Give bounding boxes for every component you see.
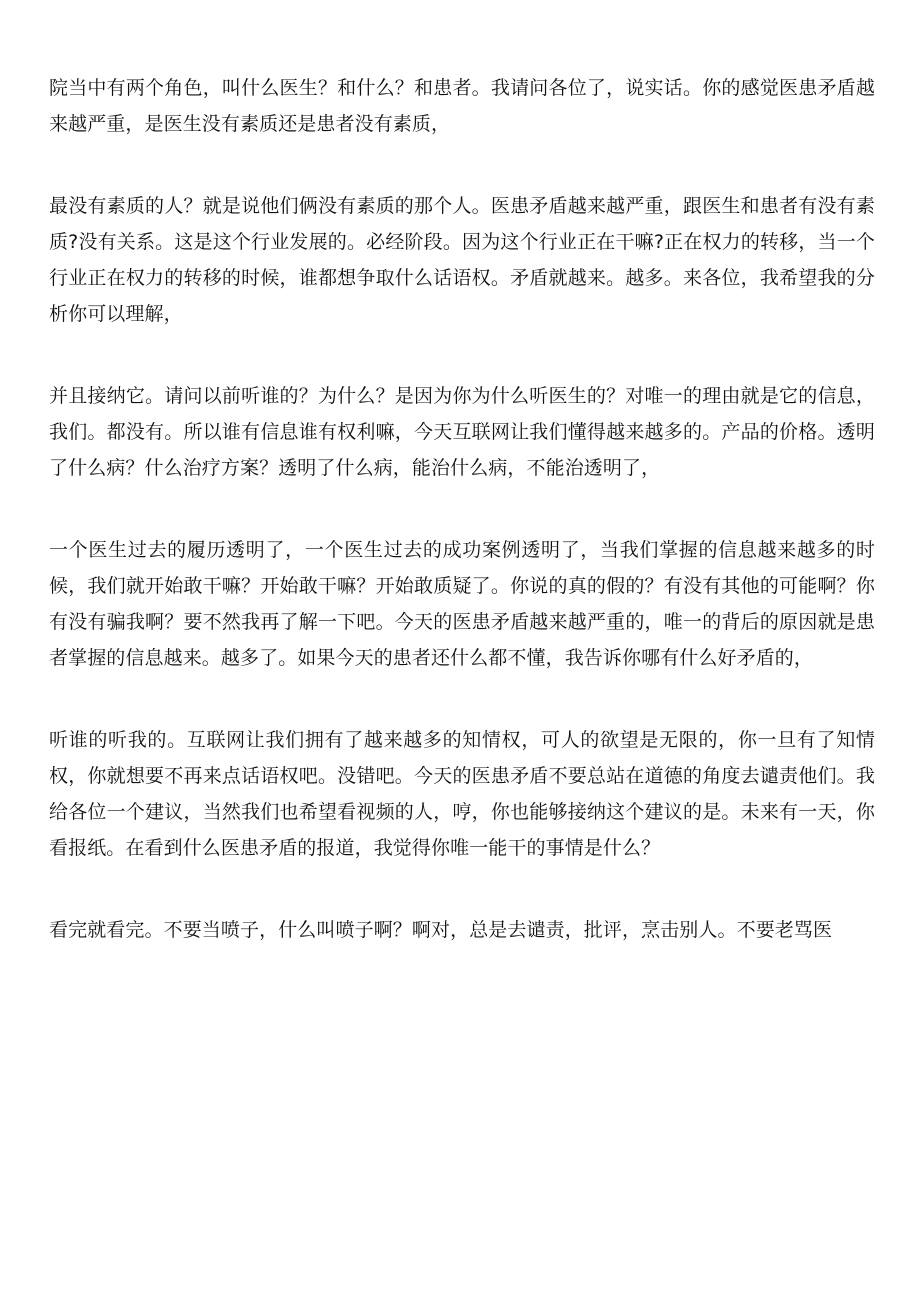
paragraph-1: 院当中有两个角色，叫什么医生？和什么？和患者。我请问各位了，说实话。你的感觉医患矛盾越来越严重，是医生没有素质还是患者没有素质， (49, 77, 875, 135)
paragraph-2: 最没有素质的人？就是说他们俩没有素质的那个人。医患矛盾越来越严重，跟医生和患者有没有素质?没有关系。这是这个行业发展的。必经阶段。因为这个行业正在干嘛?正在权力的转移，当一个行业正在权力的转移的时候，谁都想争取什么话语权。矛盾就越来。越多。来各位，我希望我的分析你可以理解， (49, 195, 875, 325)
document-body (49, 70, 875, 994)
paragraph-6: 看完就看完。不要当喷子，什么叫喷子啊？啊对，总是去谴责，批评，烹击别人。不要老骂医 (49, 919, 833, 941)
paragraph-3: 并且接纳它。请问以前听谁的？为什么？是因为你为什么听医生的？对唯一的理由就是它的信息，我们。都没有。所以谁有信息谁有权利嘛，今天互联网让我们懂得越来越多的。产品的价格。透明了什么病？什么治疗方案？透明了什么病，能治什么病，不能治透明了， (49, 385, 875, 479)
paragraph-5: 听谁的听我的。互联网让我们拥有了越来越多的知情权，可人的欲望是无限的，你一旦有了知情权，你就想要不再来点话语权吧。没错吧。今天的医患矛盾不要总站在道德的角度去谴责他们。我给各位一个建议，当然我们也希望看视频的人，哼，你也能够接纳这个建议的是。未来有一天，你看报纸。在看到什么医患矛盾的报道，我觉得你唯一能干的事情是什么？ (49, 729, 875, 859)
paragraph-4: 一个医生过去的履历透明了，一个医生过去的成功案例透明了，当我们掌握的信息越来越多的时候，我们就开始敢干嘛？开始敢干嘛？开始敢质疑了。你说的真的假的？有没有其他的可能啊？你有没有骗我啊？要不然我再了解一下吧。今天的医患矛盾越来越严重的，唯一的背后的原因就是患者掌握的信息越来。越多了。如果今天的患者还什么都不懂，我告诉你哪有什么好矛盾的， (49, 539, 875, 669)
